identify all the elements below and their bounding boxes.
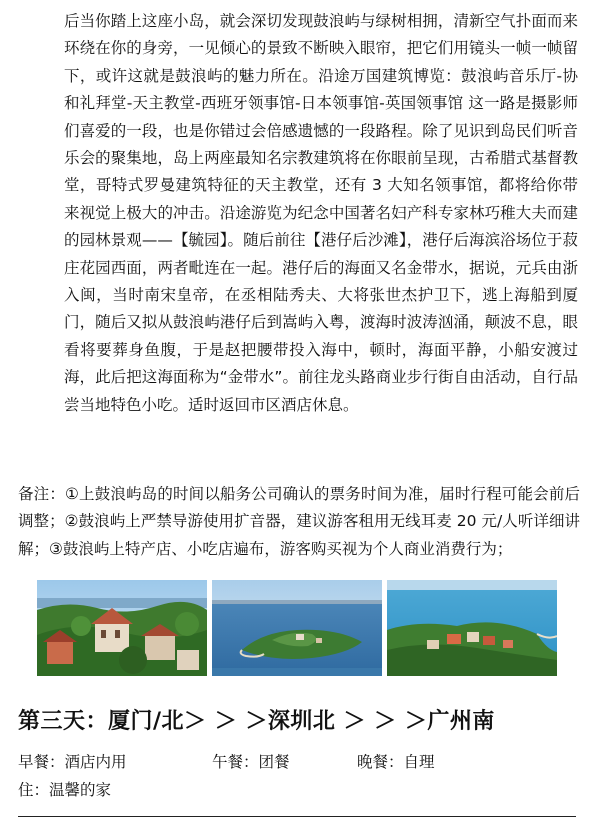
intro-paragraph: 后当你踏上这座小岛，就会深切发现鼓浪屿与绿树相拥，清新空气扑面而来环绕在你的身旁，一见倾心的景致不断映入眼帘，把它们用镜头一帧一帧留下，或许这就是鼓浪屿的魅力所在。沿途万国建筑博览：鼓浪屿音乐厅-协和礼拜堂-天主教堂-西班牙领事馆-日本领事馆-英国领事馆 这一路是摄影师们喜爱的一段，也是你错过会倍感遗憾的一段路程。除了见识到岛民们听音乐会的聚集地，岛上两座最知名宗教建筑将在你眼前呈现，古希腊式基督教堂，哥特式罗曼建筑特征的天主教堂，还有 3 大知名领事馆，都将给你带来视觉上极大的冲击。沿途游览为纪念中国著名妇产科专家林巧稚大夫而建的园林景观——【毓园】。随后前往【港仔后沙滩】，港仔后海滨浴场位于菽庄花园西面，两者毗连在一起。港仔后的海面又名金带水，据说，元兵由浙入闽，当时南宋皇帝，在丞相陆秀夫、大将张世杰护卫下，逃上海船到厦门，随后又拟从鼓浪屿港仔后到嵩屿入粤，渡海时波涛汹涌，颠波不息，眼看将要葬身鱼腹，于是赵把腰带投入海中，顿时，海面平静，小船安渡过海，此后把这海面称为“金带水”。前往龙头路商业步行街自由活动，自行品尝当地特色小吃。适时返回市区酒店休息。 — [64, 12, 578, 414]
remarks-paragraph: 备注：①上鼓浪屿岛的时间以船务公司确认的票务时间为准，届时行程可能会前后调整；②鼓浪屿上严禁导游使用扩音器，建议游客租用无线耳麦 20 元/人听详细讲解；③鼓浪屿上特产店、小吃店遍布，游客购买视为个人商业消费行为； — [18, 485, 580, 558]
photo-gulangyu-buildings — [37, 580, 207, 676]
photo-gulangyu-aerial — [212, 580, 382, 676]
day-three-title: 第三天：厦门/北＞ ＞ ＞深圳北 ＞ ＞ ＞广州南 — [18, 709, 495, 734]
dinner-info: 晚餐：自理 — [357, 753, 435, 771]
lunch-info: 午餐：团餐 — [212, 753, 290, 771]
breakfast-info: 早餐：酒店内用 — [18, 753, 127, 771]
photo-gulangyu-coast — [387, 580, 557, 676]
bottom-divider — [18, 816, 576, 817]
accommodation-info: 住：温馨的家 — [18, 781, 112, 799]
